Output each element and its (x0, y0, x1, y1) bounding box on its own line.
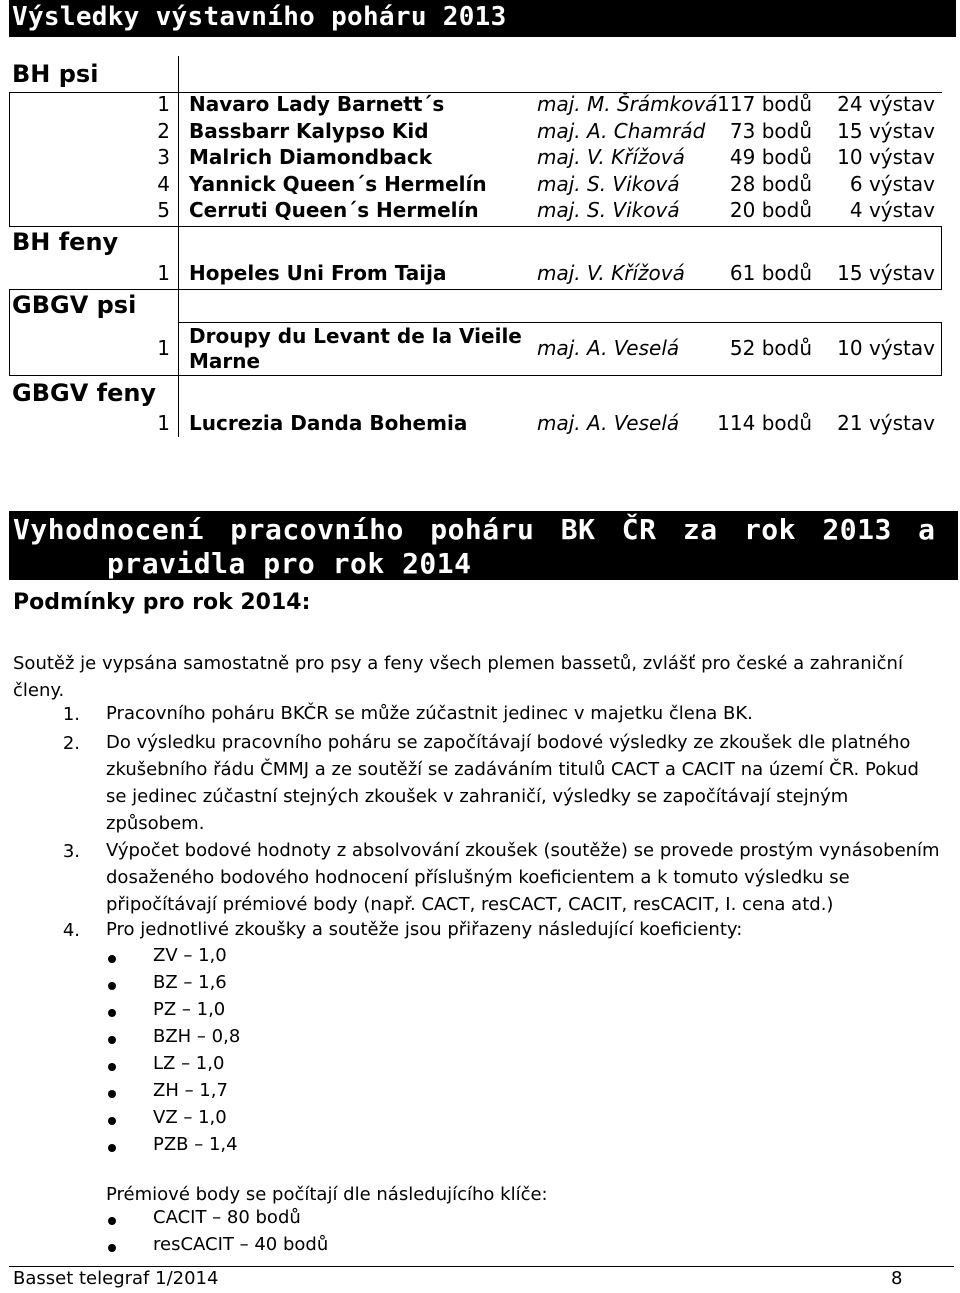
shows: 21 výstav (837, 411, 935, 435)
intro-text-line: Soutěž je vypsána samostatně pro psy a feny všech plemen bassetů, zvlášť pro české a zahraniční (13, 653, 903, 674)
premium-item: resCACIT – 40 bodů (153, 1234, 329, 1255)
page-number: 8 (891, 1268, 903, 1289)
shows: 10 výstav (837, 145, 935, 169)
grid-border-line (9, 375, 942, 376)
category-label: BH psi (12, 60, 99, 88)
shows: 24 výstav (837, 92, 935, 116)
owner: maj. S. Viková (537, 172, 680, 196)
table-row (0, 92, 960, 118)
list-item-text: Do výsledku pracovního poháru se započítávají bodové výsledky ze zkoušek dle platného (106, 732, 911, 753)
category-label: GBGV feny (12, 379, 157, 407)
premium-item: CACIT – 80 bodů (153, 1207, 301, 1228)
footer-publication: Basset telegraf 1/2014 (13, 1268, 219, 1289)
bullet-icon (108, 1117, 116, 1125)
conditions-heading: Podmínky pro rok 2014: (13, 590, 311, 615)
table-row (0, 119, 960, 145)
table-row (0, 145, 960, 171)
dog-name: Hopeles Uni From Taija (189, 261, 447, 285)
list-item-text: Pracovního poháru BKČR se může zúčastnit jedinec v majetku člena BK. (106, 703, 753, 724)
list-number: 4. (62, 920, 80, 941)
list-item-text: připočítávají prémiové body (např. CACT, resCACT, CACIT, resCACIT, I. cena atd.) (106, 894, 834, 915)
bullet-icon (108, 1090, 116, 1098)
owner: maj. V. Křížová (537, 145, 685, 169)
owner: maj. M. Šrámková (537, 92, 718, 116)
grid-border-line (178, 322, 942, 323)
points: 52 bodů (729, 336, 812, 360)
dog-name: Yannick Queen´s Hermelín (189, 172, 487, 196)
list-item-text: Pro jednotlivé zkoušky a soutěže jsou přiřazeny následující koeficienty: (106, 919, 743, 940)
rank: 4 (157, 172, 170, 196)
dog-name: Malrich Diamondback (189, 145, 433, 169)
table-row (0, 172, 960, 198)
points: 20 bodů (729, 198, 812, 222)
results-title: Výsledky výstavního poháru 2013 (12, 2, 507, 32)
footer-divider (9, 1266, 954, 1267)
owner: maj. A. Veselá (537, 336, 680, 360)
owner: maj. A. Veselá (537, 411, 680, 435)
points: 114 bodů (717, 411, 812, 435)
owner: maj. V. Křížová (537, 261, 685, 285)
table-row (0, 411, 960, 437)
shows: 10 výstav (837, 336, 935, 360)
list-number: 3. (62, 841, 80, 862)
intro-text-line: členy. (13, 680, 65, 701)
coefficient-item: PZB – 1,4 (153, 1134, 238, 1155)
list-item-text: se jedinec zúčastní stejných zkoušek v zahraničí, výsledky se započítávají stejným (106, 786, 849, 807)
coefficient-item: PZ – 1,0 (153, 999, 226, 1020)
list-item-text: zkušebního řádu ČMMJ a ze soutěží se zadáváním titulů CACT a CACIT na území ČR. Pokud (106, 759, 919, 780)
table-row (0, 261, 960, 287)
bullet-icon (108, 955, 116, 963)
dog-name-line1: Droupy du Levant de la Vieile (189, 324, 522, 348)
rank: 1 (157, 92, 170, 116)
results-header (9, 0, 956, 37)
coefficient-item: BZH – 0,8 (153, 1026, 241, 1047)
rank: 1 (157, 411, 170, 435)
list-item-text: dosaženého bodového hodnocení příslušným koeficientem a k tomuto výsledku se (106, 867, 850, 888)
rank: 2 (157, 119, 170, 143)
section-title-line1: Vyhodnocení pracovního poháru BK ČR za rok 2013 a (13, 513, 936, 546)
section-header (9, 511, 958, 580)
shows: 6 výstav (849, 172, 935, 196)
bullet-icon (108, 1063, 116, 1071)
coefficient-item: ZH – 1,7 (153, 1080, 228, 1101)
table-row (0, 324, 960, 373)
points: 61 bodů (729, 261, 812, 285)
list-number: 2. (62, 733, 80, 754)
list-item-text: způsobem. (106, 813, 205, 834)
list-item-text: Výpočet bodové hodnoty z absolvování zkoušek (soutěže) se provede prostým vynásobením (106, 840, 940, 861)
coefficient-item: VZ – 1,0 (153, 1107, 227, 1128)
bullet-icon (108, 1144, 116, 1152)
bullet-icon (108, 1217, 116, 1225)
grid-border-line (9, 289, 10, 375)
rank: 1 (157, 336, 170, 360)
grid-border-line (9, 289, 942, 290)
grid-border-line (9, 226, 942, 227)
bullet-icon (108, 982, 116, 990)
owner: maj. S. Viková (537, 198, 680, 222)
bullet-icon (108, 1244, 116, 1252)
section-title-line2: pravidla pro rok 2014 (107, 547, 472, 580)
dog-name: Lucrezia Danda Bohemia (189, 411, 468, 435)
bullet-icon (108, 1036, 116, 1044)
coefficient-item: BZ – 1,6 (153, 972, 227, 993)
points: 28 bodů (729, 172, 812, 196)
premium-intro: Prémiové body se počítají dle následujícího klíče: (106, 1184, 548, 1205)
rank: 5 (157, 198, 170, 222)
dog-name: Bassbarr Kalypso Kid (189, 119, 429, 143)
points: 73 bodů (729, 119, 812, 143)
rank: 1 (157, 261, 170, 285)
coefficient-item: LZ – 1,0 (153, 1053, 225, 1074)
dog-name-line2: Marne (189, 349, 261, 373)
bullet-icon (108, 1009, 116, 1017)
coefficient-item: ZV – 1,0 (153, 945, 227, 966)
list-number: 1. (62, 704, 80, 725)
dog-name: Navaro Lady Barnett´s (189, 92, 445, 116)
shows: 15 výstav (837, 119, 935, 143)
category-label: BH feny (12, 228, 119, 256)
points: 49 bodů (729, 145, 812, 169)
points: 117 bodů (717, 92, 812, 116)
dog-name: Cerruti Queen´s Hermelín (189, 198, 479, 222)
shows: 4 výstav (849, 198, 935, 222)
table-row (0, 198, 960, 224)
shows: 15 výstav (837, 261, 935, 285)
owner: maj. A. Chamrád (537, 119, 706, 143)
category-label: GBGV psi (12, 291, 137, 319)
rank: 3 (157, 145, 170, 169)
